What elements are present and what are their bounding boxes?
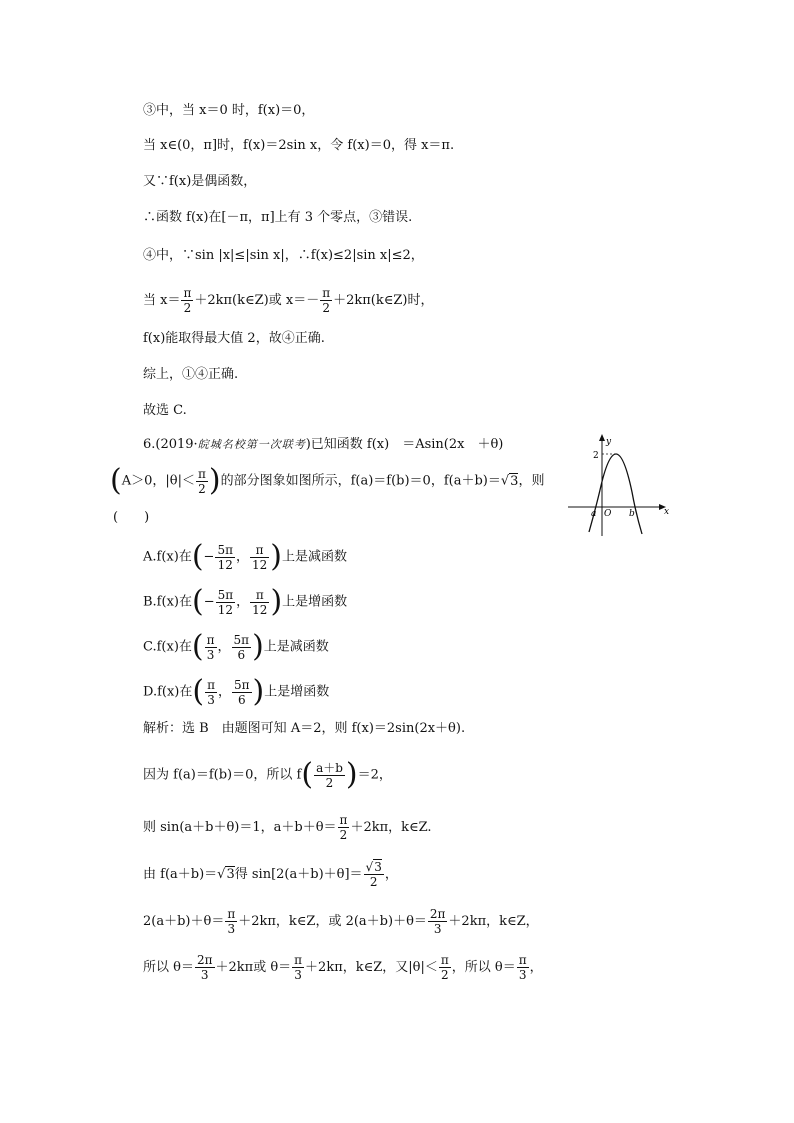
text: ＋2kπ或 θ＝	[215, 960, 292, 975]
option-c	[143, 629, 329, 664]
right-paren: )	[270, 584, 283, 619]
numerator: 2π	[196, 953, 213, 967]
text: 得 sin[2(a＋b)＋θ]＝	[234, 867, 363, 882]
solution-line	[143, 757, 392, 792]
fraction	[225, 907, 237, 936]
numerator: 5π	[233, 632, 250, 647]
solution-line	[143, 907, 539, 936]
text-line: 综上，①④正确.	[143, 367, 239, 382]
right-paren: )	[345, 757, 358, 792]
numerator: 5π	[217, 542, 233, 557]
fraction	[205, 633, 217, 662]
text: 2(a＋b)＋θ＝	[143, 914, 225, 929]
denominator: 2	[198, 481, 206, 496]
numerator: π	[322, 286, 331, 300]
denominator: 2	[339, 828, 348, 842]
left-paren: (	[192, 674, 205, 709]
fraction	[181, 286, 193, 315]
denominator: 12	[217, 602, 234, 617]
denominator: 3	[207, 692, 215, 707]
function-graph	[566, 432, 670, 538]
denominator: 2	[369, 875, 378, 889]
sqrt-radicand: 3	[510, 473, 519, 489]
option-tail: 上是减函数	[281, 549, 347, 565]
text: ＋2kπ(k∈Z)或 x＝－	[194, 293, 320, 308]
fraction	[250, 543, 269, 572]
denominator: 2	[322, 301, 330, 315]
numerator: π	[207, 677, 215, 692]
option-d	[143, 674, 330, 709]
text-line-max-condition	[143, 286, 433, 315]
text: ＝2，	[357, 767, 392, 783]
numerator: √3	[365, 860, 382, 874]
denominator: 3	[433, 922, 442, 936]
fraction	[216, 588, 236, 617]
text: 因为 f(a)＝f(b)＝0，所以 f	[143, 767, 302, 783]
text-line: ③中，当 x＝0 时，f(x)＝0，	[143, 103, 315, 118]
text: 当 x＝	[143, 293, 181, 308]
left-paren: (	[301, 757, 314, 792]
option-label: A.f(x)在	[143, 549, 192, 565]
numerator: π	[250, 543, 269, 558]
point-a-label: a	[591, 509, 597, 519]
text: 的部分图象如图所示，f(a)＝f(b)＝0，f(a＋b)＝	[220, 473, 501, 489]
x-axis-label: x	[664, 507, 670, 517]
denominator: 12	[251, 557, 268, 572]
right-paren: )	[252, 629, 264, 664]
numerator: π	[183, 286, 192, 300]
text-line: ④中，∵sin |x|≤|sin x|，∴f(x)≤2|sin x|≤2，	[143, 248, 424, 263]
minus-sign: −	[203, 594, 215, 610]
fraction	[517, 953, 529, 982]
text-line: ∴函数 f(x)在[－π，π]上有 3 个零点，③错误.	[143, 210, 413, 225]
option-tail: 上是增函数	[264, 684, 330, 700]
fraction	[232, 633, 252, 662]
sqrt-radicand: 3	[374, 860, 382, 874]
text: ，	[529, 960, 543, 975]
sqrt-sign: √	[217, 867, 226, 882]
text: ，所以 θ＝	[451, 960, 516, 975]
left-paren: (	[191, 584, 204, 619]
numerator: π	[518, 953, 527, 967]
fraction	[205, 678, 217, 707]
right-paren: )	[270, 539, 282, 574]
fraction	[428, 907, 448, 936]
text: 则 sin(a＋b＋θ)＝1，a＋b＋θ＝	[143, 820, 337, 835]
text: ，则	[518, 473, 545, 489]
fraction	[232, 678, 252, 707]
comma: ，	[235, 549, 249, 565]
max-value-label: 2	[593, 451, 599, 461]
y-axis-label: y	[606, 437, 612, 447]
question-6-condition	[110, 463, 545, 498]
text-line: 故选 C.	[143, 403, 187, 418]
numerator: π	[206, 632, 215, 647]
denominator: 3	[206, 647, 215, 662]
text: ＋2kπ，k∈Z.	[350, 820, 432, 835]
option-label: B.f(x)在	[143, 594, 192, 610]
fraction	[195, 953, 215, 982]
comma: ，	[217, 639, 231, 655]
question-number: 6.(2019·	[143, 437, 198, 452]
left-paren: (	[110, 463, 122, 498]
text-line: f(x)能取得最大值 2，故④正确.	[143, 331, 325, 346]
fraction	[215, 543, 235, 572]
option-label: C.f(x)在	[143, 639, 192, 655]
numerator: π	[197, 466, 206, 481]
minus-sign: −	[203, 549, 215, 565]
right-paren: )	[208, 463, 221, 498]
denominator: 2	[183, 301, 192, 315]
option-a	[143, 539, 347, 574]
left-paren: (	[191, 629, 204, 664]
text: ＋2kπ，k∈Z，	[448, 914, 539, 929]
numerator: a＋b	[316, 760, 343, 775]
fraction	[196, 467, 208, 496]
text: ＋2kπ(k∈Z)时，	[333, 293, 434, 308]
numerator: 5π	[234, 677, 250, 692]
denominator: 3	[294, 968, 302, 982]
left-paren: (	[191, 539, 204, 574]
denominator: 2	[325, 775, 334, 790]
denominator: 3	[200, 968, 209, 982]
numerator: π	[250, 588, 269, 603]
numerator: π	[440, 953, 449, 967]
numerator: 2π	[429, 907, 446, 921]
numerator: 5π	[217, 587, 234, 602]
comma: ，	[218, 684, 232, 700]
option-label: D.f(x)在	[143, 684, 193, 700]
fraction	[250, 588, 269, 617]
numerator: π	[227, 907, 236, 921]
solution-line	[143, 860, 398, 889]
sine-curve	[589, 454, 642, 534]
answer-blank: ( )	[113, 510, 150, 525]
origin-label: O	[604, 509, 612, 519]
text: 由 f(a＋b)＝	[143, 867, 218, 882]
question-6-stem	[143, 437, 503, 453]
question-source: 皖城名校第一次联考	[197, 438, 306, 451]
text: ＋2kπ，k∈Z，或 2(a＋b)＋θ＝	[238, 914, 427, 929]
denominator: 3	[227, 922, 236, 936]
text: 所以 θ＝	[143, 960, 194, 975]
denominator: 6	[237, 647, 246, 662]
solution-line: 解析：选 B 由题图可知 A＝2，则 f(x)＝2sin(2x＋θ).	[143, 721, 466, 736]
option-tail: 上是增函数	[282, 594, 348, 610]
text-line: 当 x∈(0，π]时，f(x)＝2sin x，令 f(x)＝0，得 x＝π.	[143, 138, 455, 153]
fraction	[320, 286, 332, 315]
y-axis-arrow	[599, 434, 605, 441]
comma: ，	[236, 594, 250, 610]
denominator: 12	[252, 602, 268, 617]
text: A＞0，|θ|＜	[121, 473, 195, 489]
numerator: π	[294, 953, 303, 967]
text: )已知函数 f(x) ＝Asin(2x ＋θ)	[305, 437, 504, 452]
solution-line	[143, 813, 432, 842]
solution-line	[143, 953, 543, 982]
denominator: 3	[518, 968, 527, 982]
sqrt-radicand: 3	[226, 867, 235, 882]
option-tail: 上是减函数	[263, 639, 329, 655]
text: ＋2kπ，k∈Z，又|θ|＜	[305, 960, 438, 975]
fraction	[338, 813, 350, 842]
denominator: 2	[440, 968, 449, 982]
fraction	[314, 761, 345, 790]
numerator: π	[339, 813, 348, 827]
denominator: 12	[217, 557, 233, 572]
point-b-label: b	[629, 509, 635, 519]
sqrt-sign: √	[500, 473, 510, 489]
fraction	[364, 860, 384, 889]
fraction	[292, 953, 304, 982]
text-line: 又∵f(x)是偶函数，	[143, 174, 257, 189]
option-b	[143, 584, 348, 619]
text: ，	[384, 867, 398, 882]
fraction	[439, 953, 451, 982]
right-paren: )	[252, 674, 265, 709]
denominator: 6	[237, 692, 246, 707]
